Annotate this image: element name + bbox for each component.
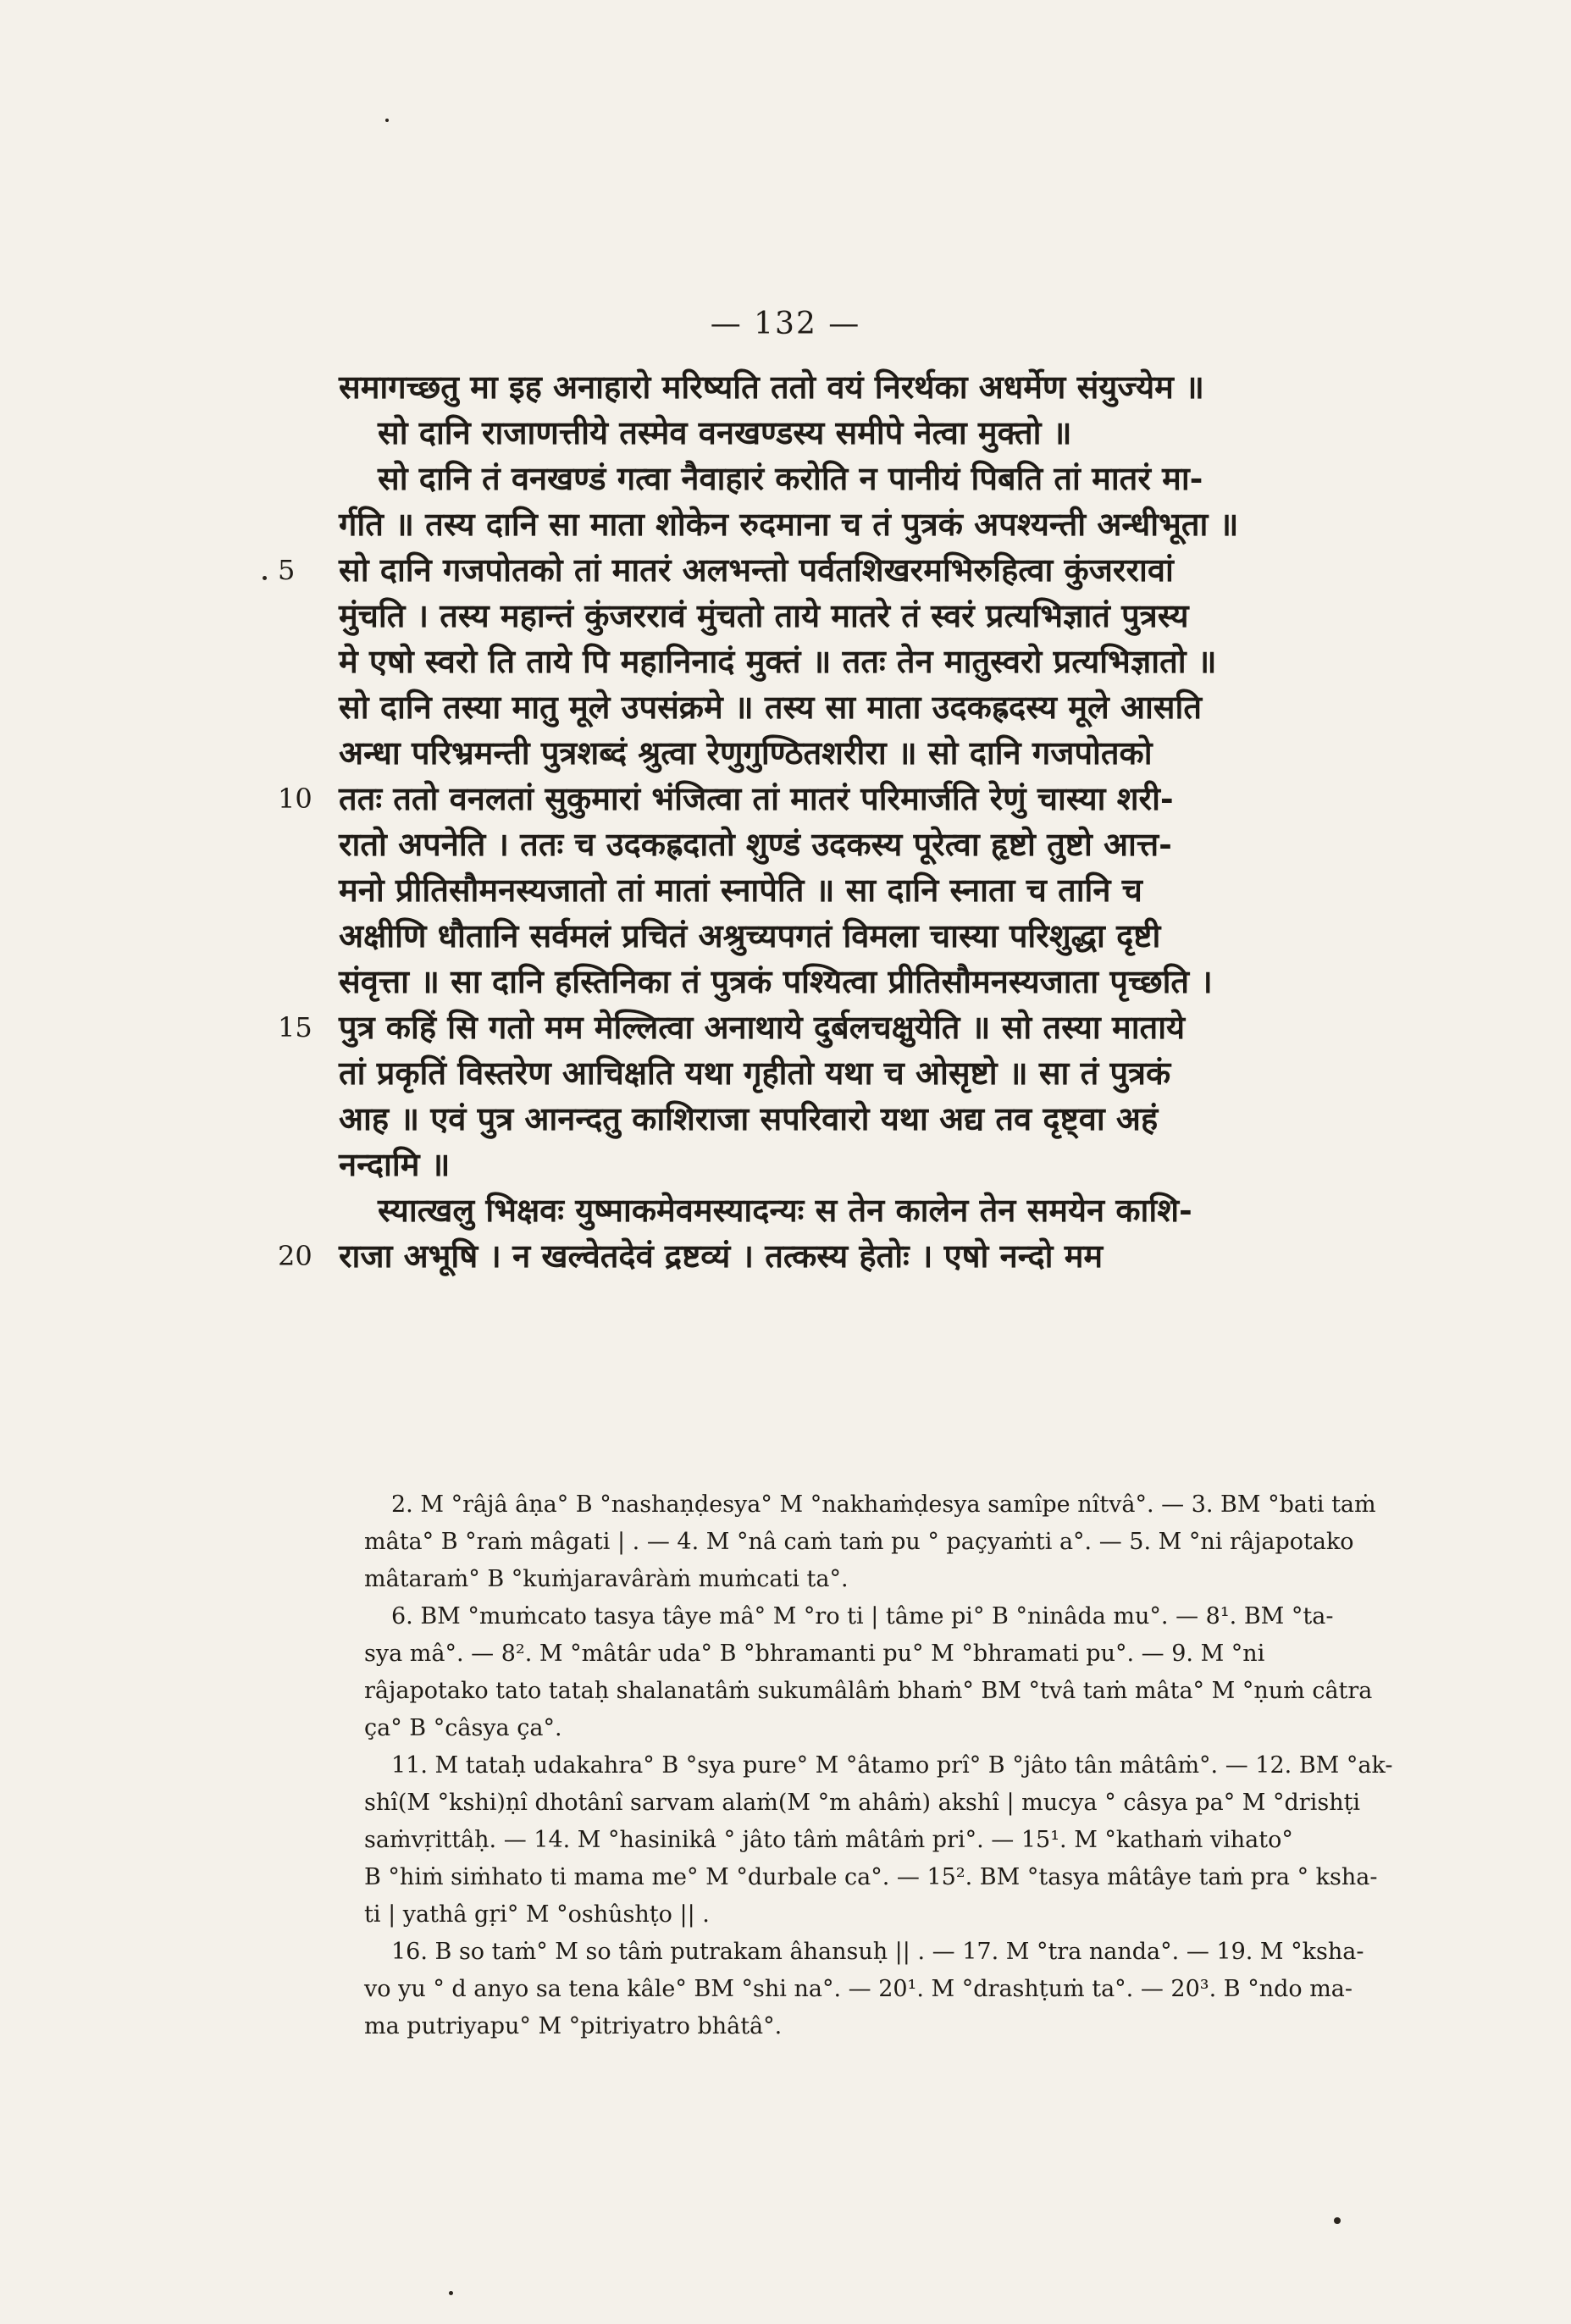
footnote-line: mâtaraṁ° B °kuṁjaravâràṁ muṁcati ta°.	[364, 1566, 849, 1592]
line-text: मे एषो स्वरो ति ताये पि महानिनादं मुक्तं ॥ ततः तेन मातुस्वरो प्रत्यभिज्ञातो ॥	[339, 642, 1217, 680]
footnote-line: ma putriyapu° M °pitriyatro bhâtâ°.	[364, 2013, 783, 2039]
footnote-line: 11. M tataḥ udakahra° B °sya pure° M °âtamo prî° B °jâto tân mâtâṁ°. — 12. BM °ak-	[391, 1752, 1393, 1779]
text-line	[339, 684, 1465, 730]
text-line	[339, 1096, 1465, 1142]
line-text: संवृत्ता ॥ सा दानि हस्तिनिका तं पुत्रकं पश्यित्वा प्रीतिसौमनस्यजाता पृच्छति ।	[339, 962, 1213, 1000]
footnote-line: saṁvṛittâḥ. — 14. M °hasinikâ ° jâto tâṁ mâtâṁ pri°. — 15¹. M °kathaṁ vihato°	[364, 1827, 1293, 1853]
line-text: मनो प्रीतिसौमनस्यजातो तां मातां स्नापेति ॥ सा दानि स्नाता च तानि च	[339, 871, 1142, 909]
line-text: पुत्र कहिं सि गतो मम मेल्लित्वा अनाथाये दुर्बलचक्षुयेति ॥ सो तस्या माताये	[339, 1008, 1186, 1046]
footnote-line: vo yu ° d anyo sa tena kâle° BM °shi na°. — 20¹. M °drashṭuṁ ta°. — 20³. B °ndo ma-	[364, 1976, 1353, 2002]
footnote-line: mâta° B °raṁ mâgati | . — 4. M °nâ caṁ taṁ pu ° paçyaṁti a°. — 5. M °ni râjapotako	[364, 1529, 1354, 1555]
line-text: सो दानि तस्या मातु मूले उपसंक्रमे ॥ तस्य सा माता उदकह्रदस्य मूले आसति	[339, 688, 1203, 726]
page-number: — 132 —	[710, 307, 861, 341]
line-text: र्गति ॥ तस्य दानि सा माता शोकेन रुदमाना च तं पुत्रकं अपश्यन्ती अन्धीभूता ॥	[339, 505, 1239, 543]
footnote-line: râjapotako tato tataḥ shalanatâṁ sukumâlâṁ bhaṁ° BM °tvâ taṁ mâta° M °ṇuṁ câtra	[364, 1678, 1373, 1704]
footnote-line: shî(M °kshi)ṇî dhotânî sarvam alaṁ(M °m ahâṁ) akshî | mucya ° câsya pa° M °drishṭi	[364, 1790, 1361, 1816]
footnotes-block	[364, 1486, 1465, 2045]
text-line	[339, 410, 1465, 456]
line-text: नन्दामि ॥	[339, 1145, 451, 1183]
footnote-line: 2. M °râjâ âṇa° B °nashaṇḍesya° M °nakhaṁḍesya samîpe nîtvâ°. — 3. BM °bati taṁ	[391, 1491, 1376, 1518]
line-text: स्यात्खलु भिक्षवः युष्माकमेवमस्यादन्यः स तेन कालेन तेन समयेन काशि-	[378, 1191, 1192, 1229]
line-text: समागच्छतु मा इह अनाहारो मरिष्यति ततो वयं निरर्थका अधर्मेण संयुज्येम ॥	[339, 368, 1204, 406]
text-line	[339, 456, 1465, 501]
ink-speck	[385, 119, 389, 122]
text-line	[339, 1187, 1465, 1233]
ink-speck	[449, 2291, 453, 2295]
line-number: 10	[278, 783, 313, 815]
text-line	[339, 867, 1465, 913]
text-line	[278, 1004, 1465, 1050]
text-line	[339, 913, 1465, 959]
text-line	[339, 1142, 1465, 1187]
text-line	[339, 364, 1465, 410]
text-line	[278, 1233, 1465, 1279]
text-line	[339, 730, 1465, 776]
line-number: 20	[278, 1240, 313, 1272]
line-text: राजा अभूषि । न खल्वेतदेवं द्रष्टव्यं । तत्कस्य हेतोः । एषो नन्दो मम	[339, 1237, 1104, 1275]
line-text: सो दानि राजाणत्तीये तस्मेव वनखण्डस्य समीपे नेत्वा मुक्तो ॥	[378, 413, 1072, 451]
text-line	[339, 822, 1465, 867]
line-text: सो दानि गजपोतको तां मातरं अलभन्तो पर्वतशिखरमभिरुहित्वा कुंजररावां	[339, 551, 1174, 589]
footnote-line: 16. B so taṁ° M so tâṁ putrakam âhansuḥ || . — 17. M °tra nanda°. — 19. M °ksha-	[391, 1939, 1364, 1965]
line-text: सो दानि तं वनखण्डं गत्वा नैवाहारं करोति न पानीयं पिबति तां मातरं मा-	[378, 459, 1203, 497]
text-line	[339, 593, 1465, 639]
line-text: तां प्रकृतिं विस्तरेण आचिक्षति यथा गृहीतो यथा च ओसृष्टो ॥ सा तं पुत्रकं	[339, 1054, 1171, 1092]
text-line	[339, 501, 1465, 547]
text-line	[278, 776, 1465, 822]
line-text: अक्षीणि धौतानि सर्वमलं प्रचितं अश्रुच्यपगतं विमला चास्या परिशुद्धा दृष्टी	[339, 916, 1161, 955]
text-line	[339, 959, 1465, 1004]
text-line	[339, 1050, 1465, 1096]
footnote-line: B °hiṁ siṁhato ti mama me° M °durbale ca°. — 15². BM °tasya mâtâye taṁ pra ° ksha-	[364, 1864, 1378, 1890]
line-text: ततः ततो वनलतां सुकुमारां भंजित्वा तां मातरं परिमार्जति रेणुं चास्या शरी-	[339, 779, 1174, 817]
line-text: रातो अपनेति । ततः च उदकह्रदातो शुण्डं उदकस्य पूरेत्वा हृष्टो तुष्टो आत्त-	[339, 825, 1172, 863]
line-text: आह ॥ एवं पुत्र आनन्दतु काशिराजा सपरिवारो यथा अद्य तव दृष्ट्वा अहं	[339, 1099, 1159, 1137]
text-line	[278, 547, 1465, 593]
line-text: मुंचति । तस्य महान्तं कुंजररावं मुंचतो ताये मातरे तं स्वरं प्रत्यभिज्ञातं पुत्रस्य	[339, 596, 1189, 634]
line-number: 15	[278, 1011, 313, 1043]
main-text-block	[278, 364, 1465, 1279]
footnote-line: 6. BM °muṁcato tasya tâye mâ° M °ro ti | tâme pi° B °ninâda mu°. — 8¹. BM °ta-	[391, 1603, 1334, 1630]
line-number: 5	[278, 554, 296, 586]
footnote-line: sya mâ°. — 8². M °mâtâr uda° B °bhramanti pu° M °bhramati pu°. — 9. M °ni	[364, 1641, 1265, 1667]
footnote-line: ti | yathâ gṛi° M °oshûshṭo || .	[364, 1901, 710, 1928]
line-text: अन्धा परिभ्रमन्ती पुत्रशब्दं श्रुत्वा रेणुगुण्ठितशरीरा ॥ सो दानि गजपोतको	[339, 733, 1153, 772]
ink-speck	[1334, 2217, 1341, 2224]
text-line	[339, 639, 1465, 684]
ink-speck	[263, 576, 267, 580]
footnote-line: ça° B °câsya ça°.	[364, 1715, 562, 1741]
